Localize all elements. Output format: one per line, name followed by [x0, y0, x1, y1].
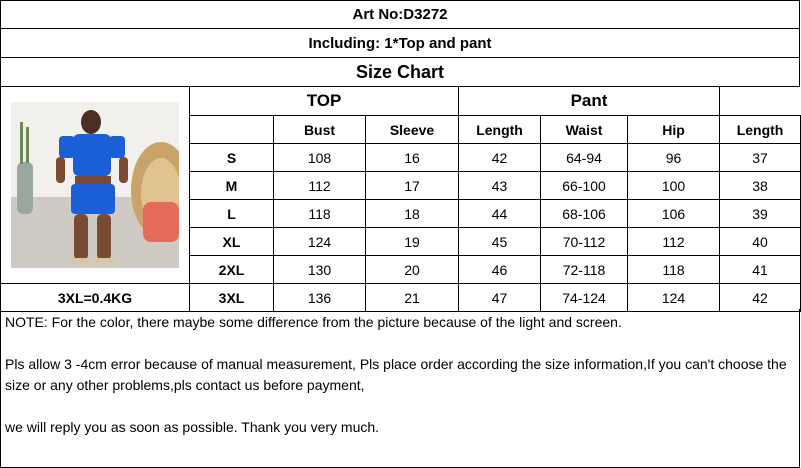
pant-length-cell: 37	[720, 144, 801, 172]
sleeve-cell: 16	[366, 144, 459, 172]
sleeve-cell: 17	[366, 172, 459, 200]
bust-cell: 136	[274, 284, 366, 312]
top-length-cell: 45	[459, 228, 541, 256]
waist-cell: 74-124	[541, 284, 628, 312]
top-length-cell: 46	[459, 256, 541, 284]
waist-cell: 66-100	[541, 172, 628, 200]
sleeve-cell: 20	[366, 256, 459, 284]
size-column-header	[190, 116, 274, 144]
waist-cell: 72-118	[541, 256, 628, 284]
top-section-header: TOP	[190, 87, 459, 116]
hip-cell: 96	[628, 144, 720, 172]
waist-column-header: Waist	[541, 116, 628, 144]
size-cell: 2XL	[190, 256, 274, 284]
weight-note: 3XL=0.4KG	[1, 284, 190, 312]
waist-cell: 68-106	[541, 200, 628, 228]
size-cell: L	[190, 200, 274, 228]
size-cell: 3XL	[190, 284, 274, 312]
bust-cell: 118	[274, 200, 366, 228]
bust-cell: 112	[274, 172, 366, 200]
pant-length-column-header: Length	[720, 116, 801, 144]
pant-length-cell: 40	[720, 228, 801, 256]
waist-cell: 70-112	[541, 228, 628, 256]
pant-length-cell: 41	[720, 256, 801, 284]
bust-column-header: Bust	[274, 116, 366, 144]
note-measurement: Pls allow 3 -4cm error because of manual measurement, Pls place order according the size information,If you can't choose the size or any other problems,pls contact us before payment,	[5, 356, 787, 393]
including-line: Including: 1*Top and pant	[0, 28, 800, 58]
hip-column-header: Hip	[628, 116, 720, 144]
size-chart-title: Size Chart	[0, 57, 800, 87]
size-table	[0, 86, 801, 312]
top-length-cell: 42	[459, 144, 541, 172]
top-length-column-header: Length	[459, 116, 541, 144]
waist-cell: 64-94	[541, 144, 628, 172]
note-color: NOTE: For the color, there maybe some difference from the picture because of the light and screen.	[5, 314, 622, 330]
hip-cell: 100	[628, 172, 720, 200]
pant-length-cell: 42	[720, 284, 801, 312]
top-length-cell: 43	[459, 172, 541, 200]
bust-cell: 130	[274, 256, 366, 284]
product-photo	[11, 102, 179, 268]
hip-cell: 106	[628, 200, 720, 228]
hip-cell: 118	[628, 256, 720, 284]
hip-cell: 124	[628, 284, 720, 312]
sleeve-column-header: Sleeve	[366, 116, 459, 144]
size-cell: M	[190, 172, 274, 200]
product-photo-cell	[1, 87, 190, 284]
sleeve-cell: 19	[366, 228, 459, 256]
bust-cell: 124	[274, 228, 366, 256]
pant-section-header: Pant	[459, 87, 720, 116]
size-cell: S	[190, 144, 274, 172]
sleeve-cell: 18	[366, 200, 459, 228]
pant-length-cell: 39	[720, 200, 801, 228]
bust-cell: 108	[274, 144, 366, 172]
notes-section	[0, 309, 800, 468]
table-row	[1, 284, 801, 312]
top-length-cell: 47	[459, 284, 541, 312]
top-length-cell: 44	[459, 200, 541, 228]
hip-cell: 112	[628, 228, 720, 256]
art-number: Art No:D3272	[0, 0, 800, 29]
size-cell: XL	[190, 228, 274, 256]
sleeve-cell: 21	[366, 284, 459, 312]
note-reply: we will reply you as soon as possible. Thank you very much.	[5, 419, 380, 435]
pant-length-cell: 38	[720, 172, 801, 200]
